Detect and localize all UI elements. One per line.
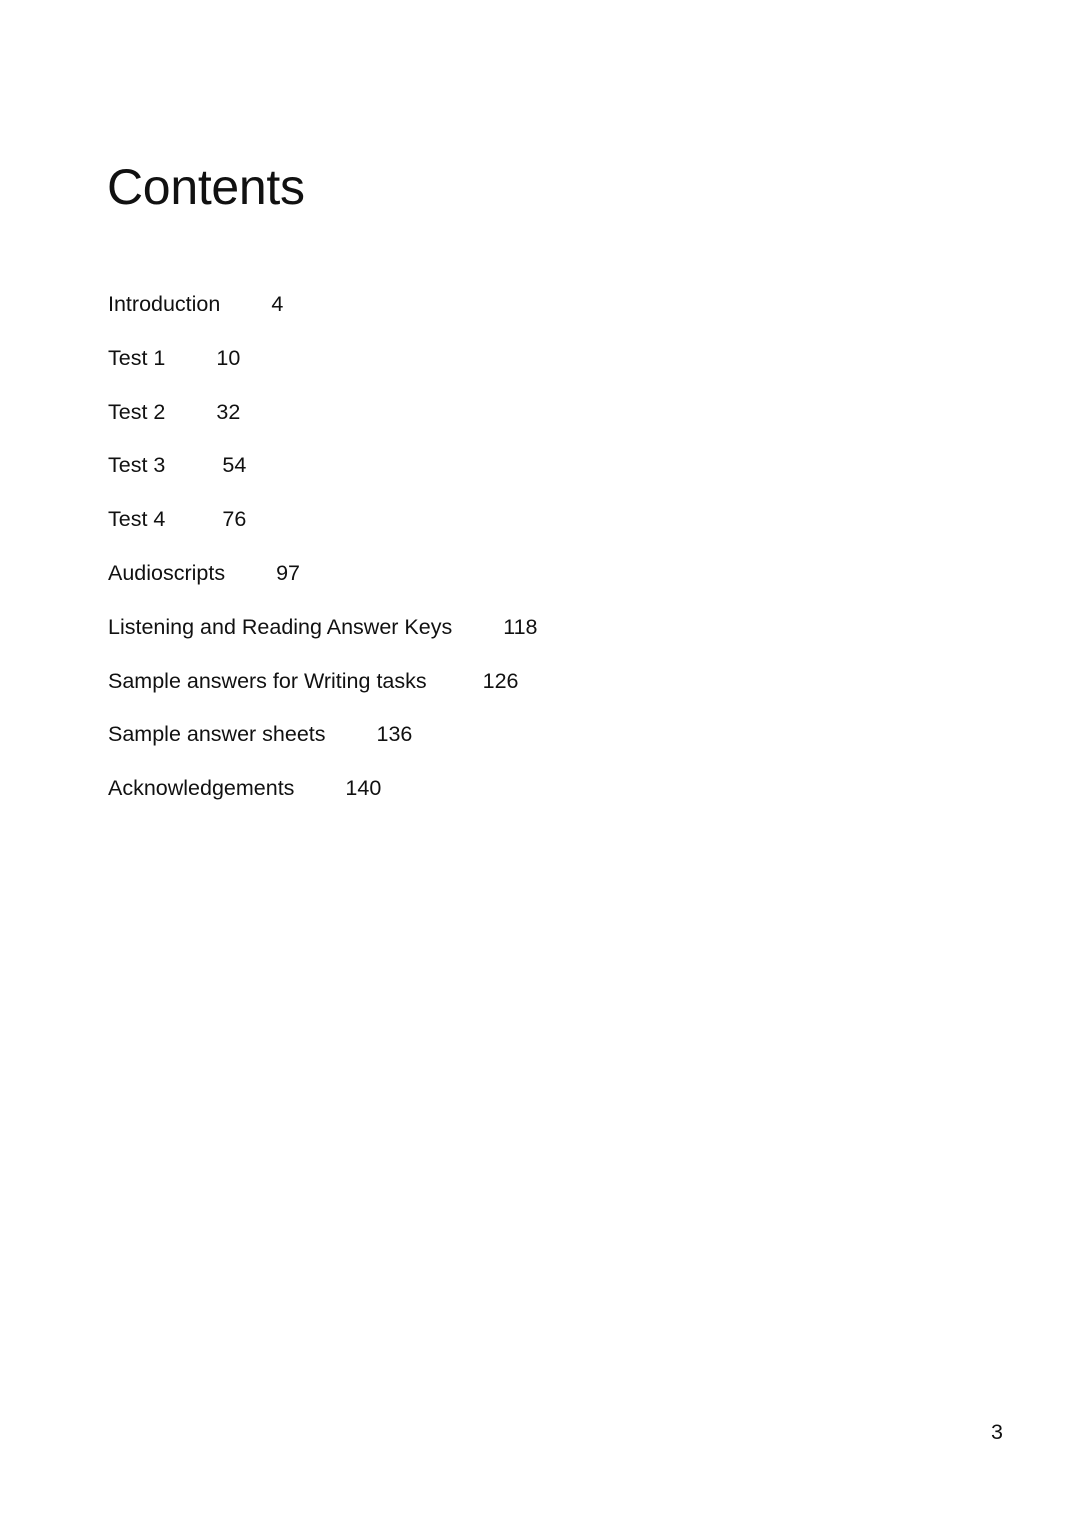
toc-entry-page: 140 — [345, 776, 382, 801]
toc-entry-test-2 — [108, 397, 538, 451]
toc-entry-title: Introduction — [108, 292, 221, 316]
toc-entry-title: Test 3 — [108, 453, 166, 478]
toc-entry-title: Test 4 — [108, 507, 166, 532]
toc-entry-title: Test 2 — [108, 399, 166, 424]
toc-entry-test-1 — [108, 343, 538, 397]
toc-entry-sample-answers-writing — [108, 666, 538, 720]
toc-entry-title: Sample answers for Writing tasks — [108, 668, 427, 693]
page-number: 3 — [991, 1420, 1003, 1444]
toc-entry-page: 136 — [376, 722, 413, 747]
toc-entry-page: 76 — [222, 507, 247, 532]
toc-entry-page: 118 — [503, 614, 538, 639]
toc-entry-page: 10 — [216, 345, 241, 370]
toc-entry-test-4 — [108, 504, 538, 558]
toc-entry-acknowledgements — [108, 773, 538, 827]
toc-entry-page: 97 — [276, 560, 301, 585]
toc-entry-title: Audioscripts — [108, 560, 226, 585]
toc-entry-page: 32 — [216, 399, 241, 424]
toc-entry-title: Listening and Reading Answer Keys — [108, 614, 453, 639]
toc-entry-audioscripts — [108, 558, 538, 612]
toc-entry-answer-keys — [108, 612, 538, 666]
page-title: Contents — [107, 159, 305, 215]
toc-entry-title: Sample answer sheets — [108, 722, 326, 747]
toc-entry-page: 126 — [482, 668, 519, 693]
toc-entry-sample-answer-sheets — [108, 719, 538, 773]
toc-entry-page: 4 — [271, 292, 284, 316]
table-of-contents — [108, 289, 538, 827]
toc-entry-page: 54 — [222, 453, 247, 478]
toc-entry-title: Test 1 — [108, 345, 166, 370]
toc-entry-introduction — [108, 289, 538, 343]
toc-entry-title: Acknowledgements — [108, 776, 295, 801]
toc-entry-test-3 — [108, 450, 538, 504]
